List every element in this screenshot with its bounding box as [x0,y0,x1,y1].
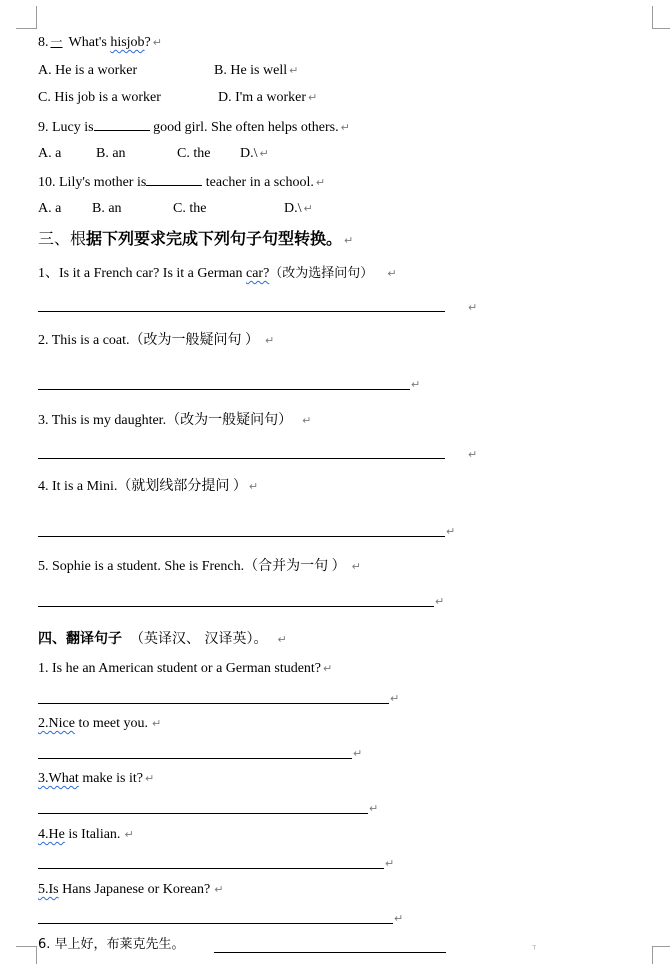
q9-option-b: B. an [96,146,126,161]
q10-option-a: A. a [38,201,62,216]
section-4-heading: 四、翻译句子 （英译汉、 汉译英）。 ↵ [38,631,287,647]
translate-item-6: 6. 早上好，布莱克先生。 [38,937,185,952]
question-9: 9. Lucy is good girl. She often helps others. ↵ [38,117,350,137]
q8-option-d: D. I'm a worker ↵ [218,90,318,105]
answer-line [214,952,446,953]
transform-item-4: 4. It is a Mini.（就划线部分提问 ） ↵ [38,479,259,494]
crop-mark-bottom-left [16,946,37,964]
answer-line [38,458,445,459]
transform-item-1: 1、Is it a French car? Is it a German car?（改为选择问句） ↵ [38,266,397,281]
section-3-heading: 三、根据下列要求完成下列句子句型转换。 ↵ [38,229,354,248]
answer-line [38,758,352,759]
answer-line [38,311,445,312]
translate-item-2: 2.Nice to meet you. ↵ [38,716,162,731]
q10-option-b: B. an [92,201,122,216]
question-10: 10. Lily's mother is teacher in a school. ↵ [38,172,325,192]
transform-item-2: 2. This is a coat.（改为一般疑问句 ） ↵ [38,333,275,348]
answer-line [38,868,384,869]
q8-option-a: A. He is a worker [38,63,138,78]
question-8: 8. 一 What's hisjob? ↵ [38,35,162,50]
answer-blank [94,117,150,131]
q8-option-b: B. He is well ↵ [214,63,299,78]
answer-line [38,703,389,704]
q8-option-c: C. His job is a worker [38,90,161,105]
crop-mark-top-right [652,6,670,29]
translate-item-1: 1. Is he an American student or a German student? ↵ [38,661,333,676]
transform-item-3: 3. This is my daughter.（改为一般疑问句） ↵ [38,413,312,428]
paragraph-mark: ↵ [152,36,162,49]
q10-option-c: C. the [173,201,207,216]
transform-item-5: 5. Sophie is a student. She is French.（合并为一句 ） ↵ [38,559,361,574]
q9-option-d: D.\ ↵ [240,146,269,161]
answer-line [38,389,410,390]
answer-line [38,813,368,814]
q10-option-d: D.\ ↵ [284,201,313,216]
crop-mark-top-left [16,6,37,29]
translate-item-5: 5.Is Hans Japanese or Korean? ↵ [38,882,224,897]
crop-mark-bottom-right [652,946,670,964]
answer-line [38,923,393,924]
answer-blank [146,172,202,186]
q9-option-c: C. the [177,146,211,161]
answer-line [38,606,434,607]
translate-item-3: 3.What make is it? ↵ [38,771,155,786]
q9-option-a: A. a [38,146,62,161]
answer-line [38,536,445,537]
translate-item-4: 4.He is Italian. ↵ [38,827,134,842]
